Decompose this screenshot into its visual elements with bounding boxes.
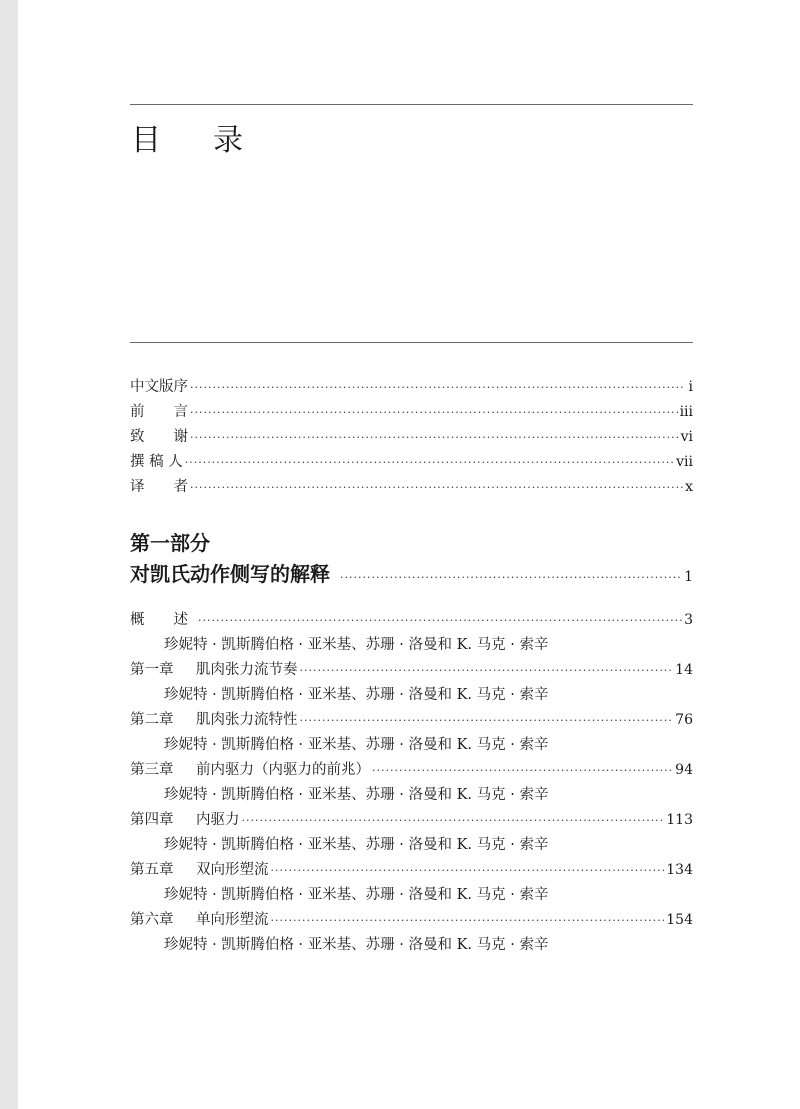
chapter-number: 第三章 [130, 762, 174, 778]
toc-entry-chapter-4[interactable] [130, 808, 693, 833]
chapter-number: 第六章 [130, 912, 174, 928]
chapter-number: 第一章 [130, 662, 174, 678]
toc-entry-preface-cn[interactable] [130, 375, 693, 400]
chapter-heading [130, 708, 298, 733]
chapter-block [130, 808, 693, 858]
leader-dots [300, 658, 674, 683]
chapter-title: 肌肉张力流节奏 [196, 662, 298, 678]
toc-page-number: 94 [675, 762, 693, 778]
toc-page-number: 3 [684, 612, 693, 628]
chapter-title: 肌肉张力流特性 [196, 712, 298, 728]
leader-dots [300, 708, 674, 733]
toc-entry-label: 译 者 [130, 479, 188, 495]
chapter-number: 第五章 [130, 862, 174, 878]
section-rule [130, 342, 693, 343]
toc-entry-label: 中文版序 [130, 379, 188, 395]
toc-entry-label: 前 言 [130, 404, 188, 420]
top-rule [130, 104, 693, 105]
chapter-block [130, 758, 693, 808]
chapter-list [130, 608, 693, 958]
chapter-authors: 珍妮特 · 凯斯腾伯格 · 亚米基、苏珊 · 洛曼和 K. 马克 · 索辛 [164, 737, 549, 753]
toc-entry-label: 撰 稿 人 [130, 454, 183, 470]
chapter-heading [130, 608, 196, 633]
chapter-authors: 珍妮特 · 凯斯腾伯格 · 亚米基、苏珊 · 洛曼和 K. 马克 · 索辛 [164, 787, 549, 803]
toc-page-number: 1 [684, 569, 693, 585]
toc-entry-contributors[interactable] [130, 450, 693, 475]
chapter-authors: 珍妮特 · 凯斯腾伯格 · 亚米基、苏珊 · 洛曼和 K. 马克 · 索辛 [164, 637, 549, 653]
chapter-authors: 珍妮特 · 凯斯腾伯格 · 亚米基、苏珊 · 洛曼和 K. 马克 · 索辛 [164, 687, 549, 703]
toc-page-number: 154 [666, 912, 693, 928]
toc-page-number: iii [679, 404, 693, 420]
chapter-block [130, 858, 693, 908]
toc-entry-overview[interactable] [130, 608, 693, 633]
leader-dots [190, 425, 679, 450]
toc-entry-acknowledgements[interactable] [130, 425, 693, 450]
toc-page-number: vii [676, 454, 693, 470]
toc-page-number: i [688, 379, 693, 395]
chapter-heading [130, 908, 269, 933]
toc-entry-foreword[interactable] [130, 400, 693, 425]
toc-page-number: 14 [675, 662, 693, 678]
toc-entry-chapter-6[interactable] [130, 908, 693, 933]
chapter-title: 双向形塑流 [196, 862, 269, 878]
title-char-1: 目 [131, 123, 161, 158]
toc-entry-translators[interactable] [130, 475, 693, 500]
leader-dots [271, 858, 665, 883]
toc-entry-part-one[interactable] [130, 558, 693, 590]
chapter-authors: 珍妮特 · 凯斯腾伯格 · 亚米基、苏珊 · 洛曼和 K. 马克 · 索辛 [164, 937, 549, 953]
chapter-title: 前内驱力（内驱力的前兆） [196, 762, 370, 778]
toc-page-number: 76 [675, 712, 693, 728]
toc-page-number: 113 [666, 812, 693, 828]
leader-dots [190, 400, 678, 425]
chapter-heading [130, 808, 240, 833]
chapter-number: 概 述 [130, 612, 188, 628]
leader-dots [198, 608, 682, 633]
leader-dots [340, 562, 680, 594]
chapter-title: 内驱力 [196, 812, 240, 828]
chapter-heading [130, 758, 370, 783]
toc-entry-label: 致 谢 [130, 429, 188, 445]
leader-dots [372, 758, 673, 783]
chapter-number: 第二章 [130, 712, 174, 728]
chapter-authors: 珍妮特 · 凯斯腾伯格 · 亚米基、苏珊 · 洛曼和 K. 马克 · 索辛 [164, 887, 549, 903]
chapter-authors: 珍妮特 · 凯斯腾伯格 · 亚米基、苏珊 · 洛曼和 K. 马克 · 索辛 [164, 837, 549, 853]
page-edge-strip [0, 0, 18, 1109]
chapter-block [130, 908, 693, 958]
chapter-number: 第四章 [130, 812, 174, 828]
toc-entry-chapter-1[interactable] [130, 658, 693, 683]
chapter-block [130, 708, 693, 758]
part-subtitle: 对凯氏动作侧写的解释 [130, 562, 330, 586]
toc-entry-chapter-5[interactable] [130, 858, 693, 883]
leader-dots [190, 475, 683, 500]
chapter-title: 单向形塑流 [196, 912, 269, 928]
leader-dots [190, 375, 683, 400]
toc-entry-chapter-2[interactable] [130, 708, 693, 733]
leader-dots [271, 908, 665, 933]
chapter-heading [130, 858, 269, 883]
part-one-heading [130, 528, 693, 590]
toc-page-number: x [685, 479, 693, 495]
leader-dots [242, 808, 665, 833]
chapter-block [130, 658, 693, 708]
chapter-block [130, 608, 693, 658]
toc-entry-chapter-3[interactable] [130, 758, 693, 783]
part-title: 第一部分 [130, 531, 210, 555]
page-title [131, 121, 243, 161]
front-matter-list [130, 375, 693, 500]
title-char-2: 录 [213, 123, 243, 158]
chapter-heading [130, 658, 298, 683]
toc-page-number: 134 [666, 862, 693, 878]
leader-dots [185, 450, 674, 475]
toc-page-number: vi [680, 429, 693, 445]
